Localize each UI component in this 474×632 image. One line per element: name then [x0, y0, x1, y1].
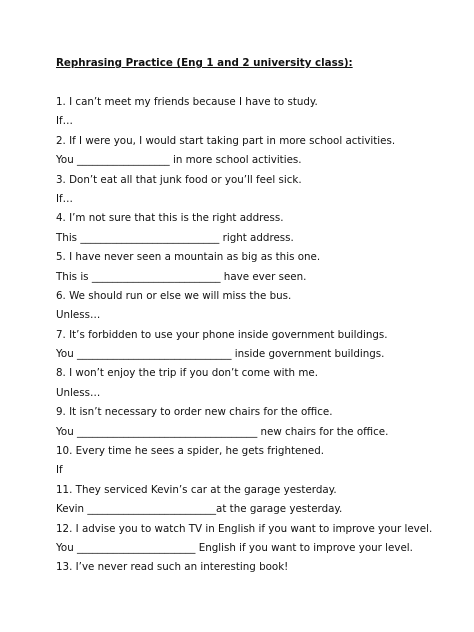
exercise-line: 3. Don’t eat all that junk food or you’ll feel sick.	[56, 173, 302, 186]
exercise-line: 12. I advise you to watch TV in English if you want to improve your level.	[56, 522, 433, 535]
answer-line: Unless…	[56, 386, 101, 399]
exercise-line: 4. I’m not sure that this is the right address.	[56, 212, 284, 225]
answer-line: You __________________ in more school activities.	[56, 154, 302, 167]
exercise-line: 5. I have never seen a mountain as big as this one.	[56, 251, 321, 264]
exercise-line: 11. They serviced Kevin’s car at the garage yesterday.	[56, 483, 337, 496]
exercise-list	[56, 95, 446, 580]
answer-line: Unless…	[56, 309, 101, 322]
answer-line: This is _________________________ have ever seen.	[56, 270, 307, 283]
exercise-line: 9. It isn’t necessary to order new chairs for the office.	[56, 406, 333, 419]
answer-line: This ___________________________ right address.	[56, 231, 294, 244]
exercise-line: 10. Every time he sees a spider, he gets frightened.	[56, 445, 325, 458]
answer-line: Kevin _________________________at the garage yesterday.	[56, 503, 343, 516]
exercise-line: 13. I’ve never read such an interesting book!	[56, 561, 289, 574]
answer-line: You _______________________ English if you want to improve your level.	[56, 541, 413, 554]
worksheet-title: Rephrasing Practice (Eng 1 and 2 university class):	[56, 57, 353, 69]
exercise-line: 2. If I were you, I would start taking part in more school activities.	[56, 134, 396, 147]
answer-line: You ______________________________ inside government buildings.	[56, 348, 385, 361]
answer-line: You ___________________________________ new chairs for the office.	[56, 425, 389, 438]
exercise-line: 1. I can’t meet my friends because I have to study.	[56, 96, 318, 108]
answer-line: If…	[56, 192, 73, 205]
exercise-line: 6. We should run or else we will miss the bus.	[56, 289, 292, 302]
exercise-line: 8. I won’t enjoy the trip if you don’t come with me.	[56, 367, 318, 380]
exercise-line: 7. It’s forbidden to use your phone inside government buildings.	[56, 328, 388, 341]
answer-line: If	[56, 464, 63, 477]
answer-line: If…	[56, 115, 73, 128]
